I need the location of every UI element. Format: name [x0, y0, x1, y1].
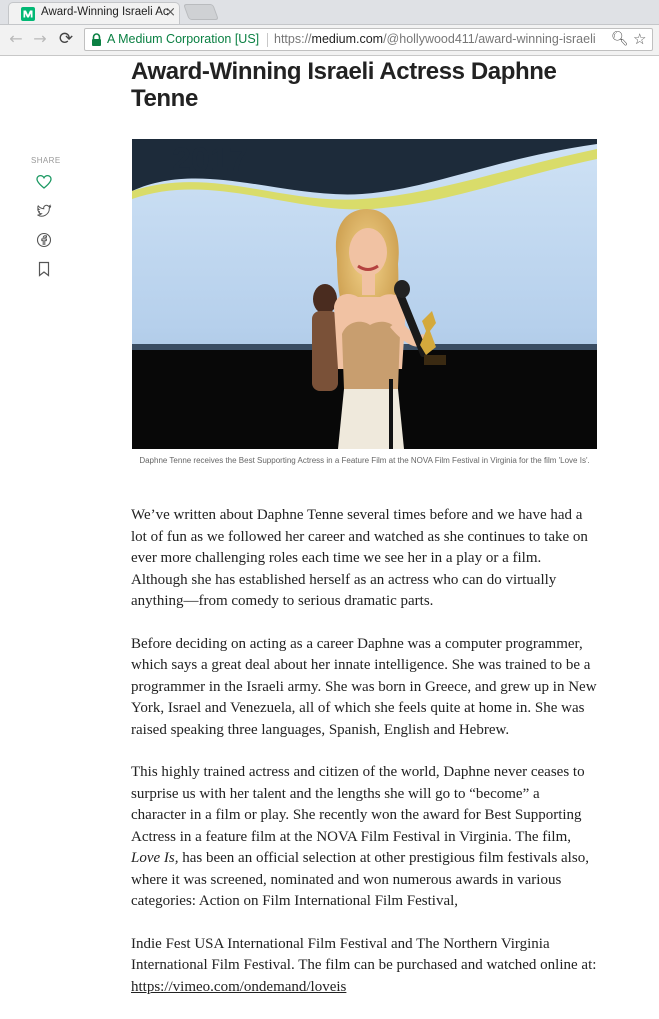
browser-tab-strip [0, 0, 659, 25]
url-host: medium.com [311, 32, 384, 46]
forward-arrow-icon[interactable]: → [33, 29, 47, 48]
browser-toolbar [0, 25, 659, 56]
url-text[interactable] [274, 32, 604, 46]
heart-icon[interactable] [36, 174, 52, 190]
tab-title: Award-Winning Israeli Ac [41, 6, 169, 18]
banner-year-text: 2017 [172, 141, 248, 179]
zoom-icon[interactable]: 🔍︎ [611, 31, 629, 47]
paragraph-3 [131, 762, 597, 913]
reload-icon[interactable]: ⟳ [58, 29, 74, 49]
paragraph-4-text: Indie Fest USA International Film Festival and The Northern Virginia International Film Festival. The film can be purchased and watched online at: [131, 935, 597, 973]
bookmark-star-icon[interactable]: ☆ [633, 30, 647, 48]
share-sidebar [30, 156, 60, 165]
facebook-icon[interactable] [36, 232, 52, 248]
tab-close-icon[interactable]: × [165, 5, 176, 20]
certificate-label[interactable]: A Medium Corporation [US] [107, 32, 260, 46]
medium-favicon-icon [21, 7, 35, 21]
back-arrow-icon[interactable]: ← [9, 29, 23, 48]
address-bar[interactable] [84, 28, 653, 51]
article-body [131, 505, 597, 1019]
vimeo-link[interactable]: https://vimeo.com/ondemand/loveis [131, 978, 347, 995]
new-tab-button[interactable] [183, 4, 219, 20]
paragraph-3-text-a: This highly trained actress and citizen of the world, Daphne never ceases to surprise us with her talent and the lengths she will go to “become” a character in a film or play. She recently won the award for Best Supporting Actress in a feature film at the NOVA Film Festival in Virginia. The film, [131, 764, 585, 845]
image-caption: Daphne Tenne receives the Best Supporting Actress in a Feature Film at the NOVA Film Festival in Virginia for the film 'Love Is'. [139, 456, 590, 465]
url-scheme: https:// [274, 32, 312, 46]
paragraph-1: We’ve written about Daphne Tenne several times before and we have had a lot of fun as we followed her career and watched as she continues to take on ever more challenging roles each time we see her in a play or a film. Although she has established herself as an actress who can do virtually anything—from comedy to serious dramatic parts. [131, 507, 588, 609]
omnibox-divider [267, 33, 268, 47]
twitter-icon[interactable] [36, 203, 52, 219]
share-label: SHARE [31, 156, 61, 165]
film-title-italic: Love Is, [131, 850, 179, 866]
paragraph-3-text-b: has been an official selection at other prestigious film festivals also, where it was screened, nominated and won numerous awards in various categories: Action on Film International Film Festival, [131, 850, 589, 909]
bookmark-icon[interactable] [36, 261, 52, 277]
url-path: /@hollywood411/award-winning-israeli [383, 32, 596, 46]
lock-icon [91, 33, 102, 46]
hero-image [132, 139, 597, 449]
paragraph-4 [131, 934, 597, 999]
paragraph-2: Before deciding on acting as a career Daphne was a computer programmer, which says a great deal about her innate intelligence. She was trained to be a programmer in the Israeli army. She was born in Greece, and grew up in New York, Israel and Venezuela, all of which she feels quite at home in. She was raised speaking three languages, Spanish, English and Hebrew. [131, 635, 597, 738]
article-title: Award-Winning Israeli Actress Daphne Tenne [131, 58, 557, 112]
browser-tab-active[interactable] [8, 2, 180, 24]
